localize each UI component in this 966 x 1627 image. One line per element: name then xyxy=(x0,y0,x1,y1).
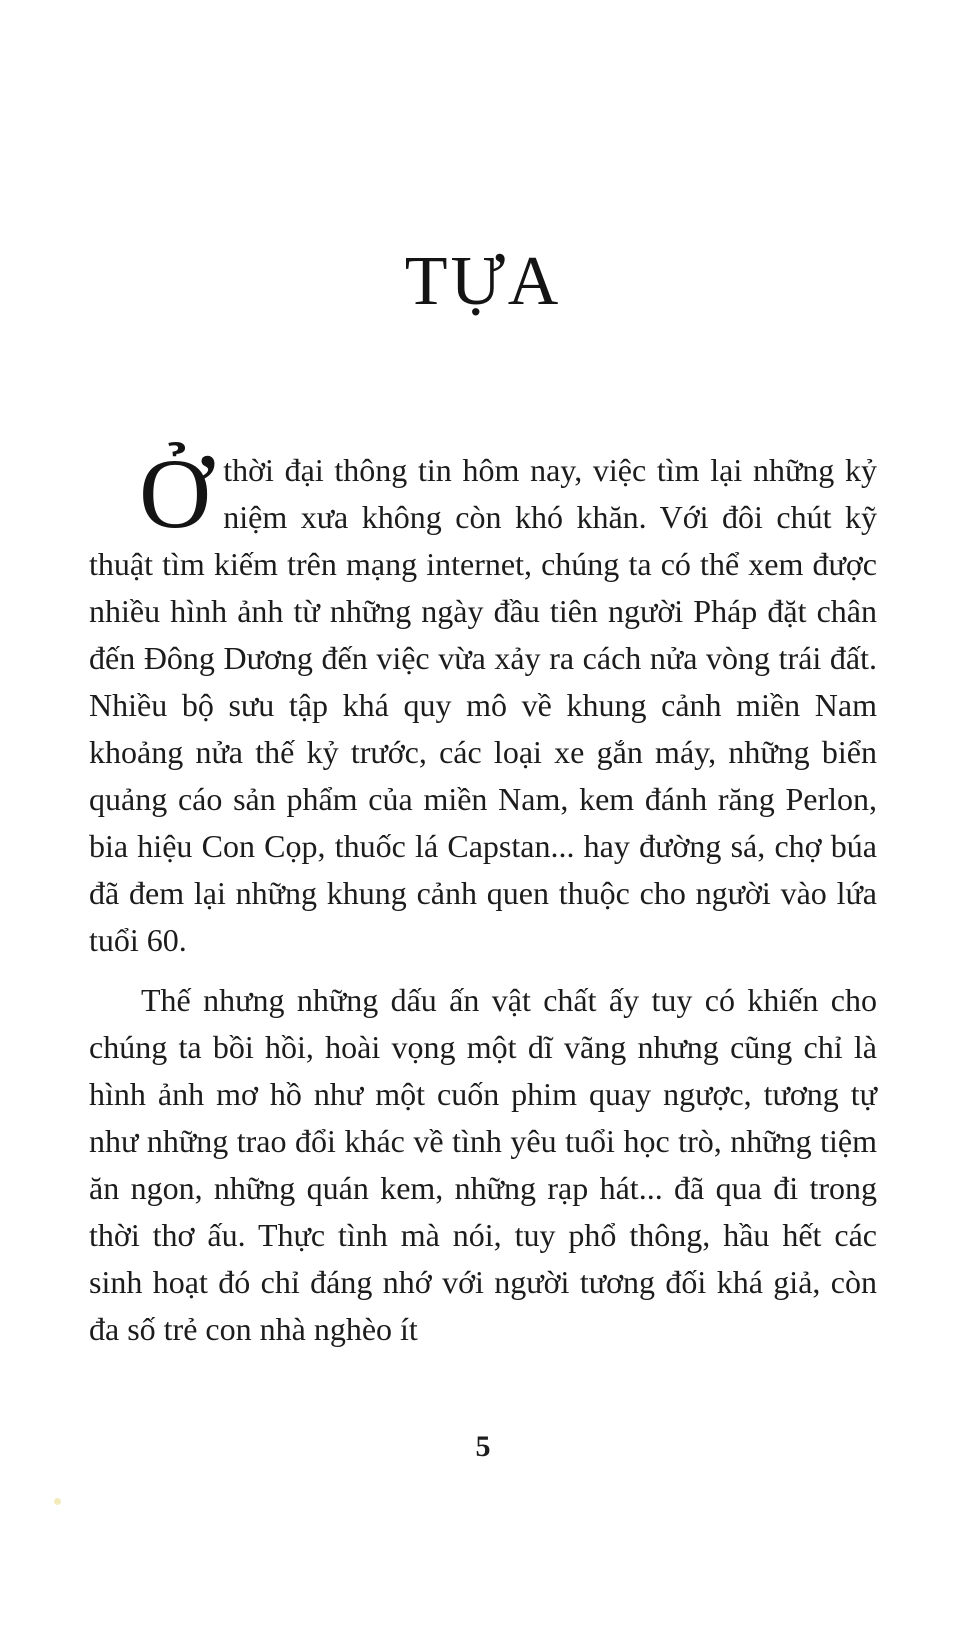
page-number: 5 xyxy=(475,1430,491,1463)
paragraph xyxy=(89,438,877,964)
chapter-title: TỰA xyxy=(404,243,562,320)
drop-cap: Ở xyxy=(139,438,212,549)
scan-artifact-speck xyxy=(54,1498,61,1505)
page-body xyxy=(89,438,877,1353)
paragraph-text: Thế nhưng những dấu ấn vật chất ấy tuy có khiến cho chúng ta bồi hồi, hoài vọng một dĩ vãng nhưng cũng chỉ là hình ảnh mơ hồ như một cuốn phim quay ngược, tương tự như những trao đổi khác về tình yêu tuổi học trò, những tiệm ăn ngon, những quán kem, những rạp hát... đã qua đi trong thời thơ ấu. Thực tình mà nói, tuy phổ thông, hầu hết các sinh hoạt đó chỉ đáng nhớ với người tương đối khá giả, còn đa số trẻ con nhà nghèo ít xyxy=(89,982,877,1347)
paragraph-text: thời đại thông tin hôm nay, việc tìm lại những kỷ niệm xưa không còn khó khăn. Với đôi chút kỹ thuật tìm kiếm trên mạng internet, chúng ta có thể xem được nhiều hình ảnh từ những ngày đầu tiên người Pháp đặt chân đến Đông Dương đến việc vừa xảy ra cách nửa vòng trái đất. Nhiều bộ sưu tập khá quy mô về khung cảnh miền Nam khoảng nửa thế kỷ trước, các loại xe gắn máy, những biển quảng cáo sản phẩm của miền Nam, kem đánh răng Perlon, bia hiệu Con Cọp, thuốc lá Capstan... hay đường sá, chợ búa đã đem lại những khung cảnh quen thuộc cho người vào lứa tuổi 60. xyxy=(89,452,877,958)
paragraph xyxy=(89,977,877,1353)
